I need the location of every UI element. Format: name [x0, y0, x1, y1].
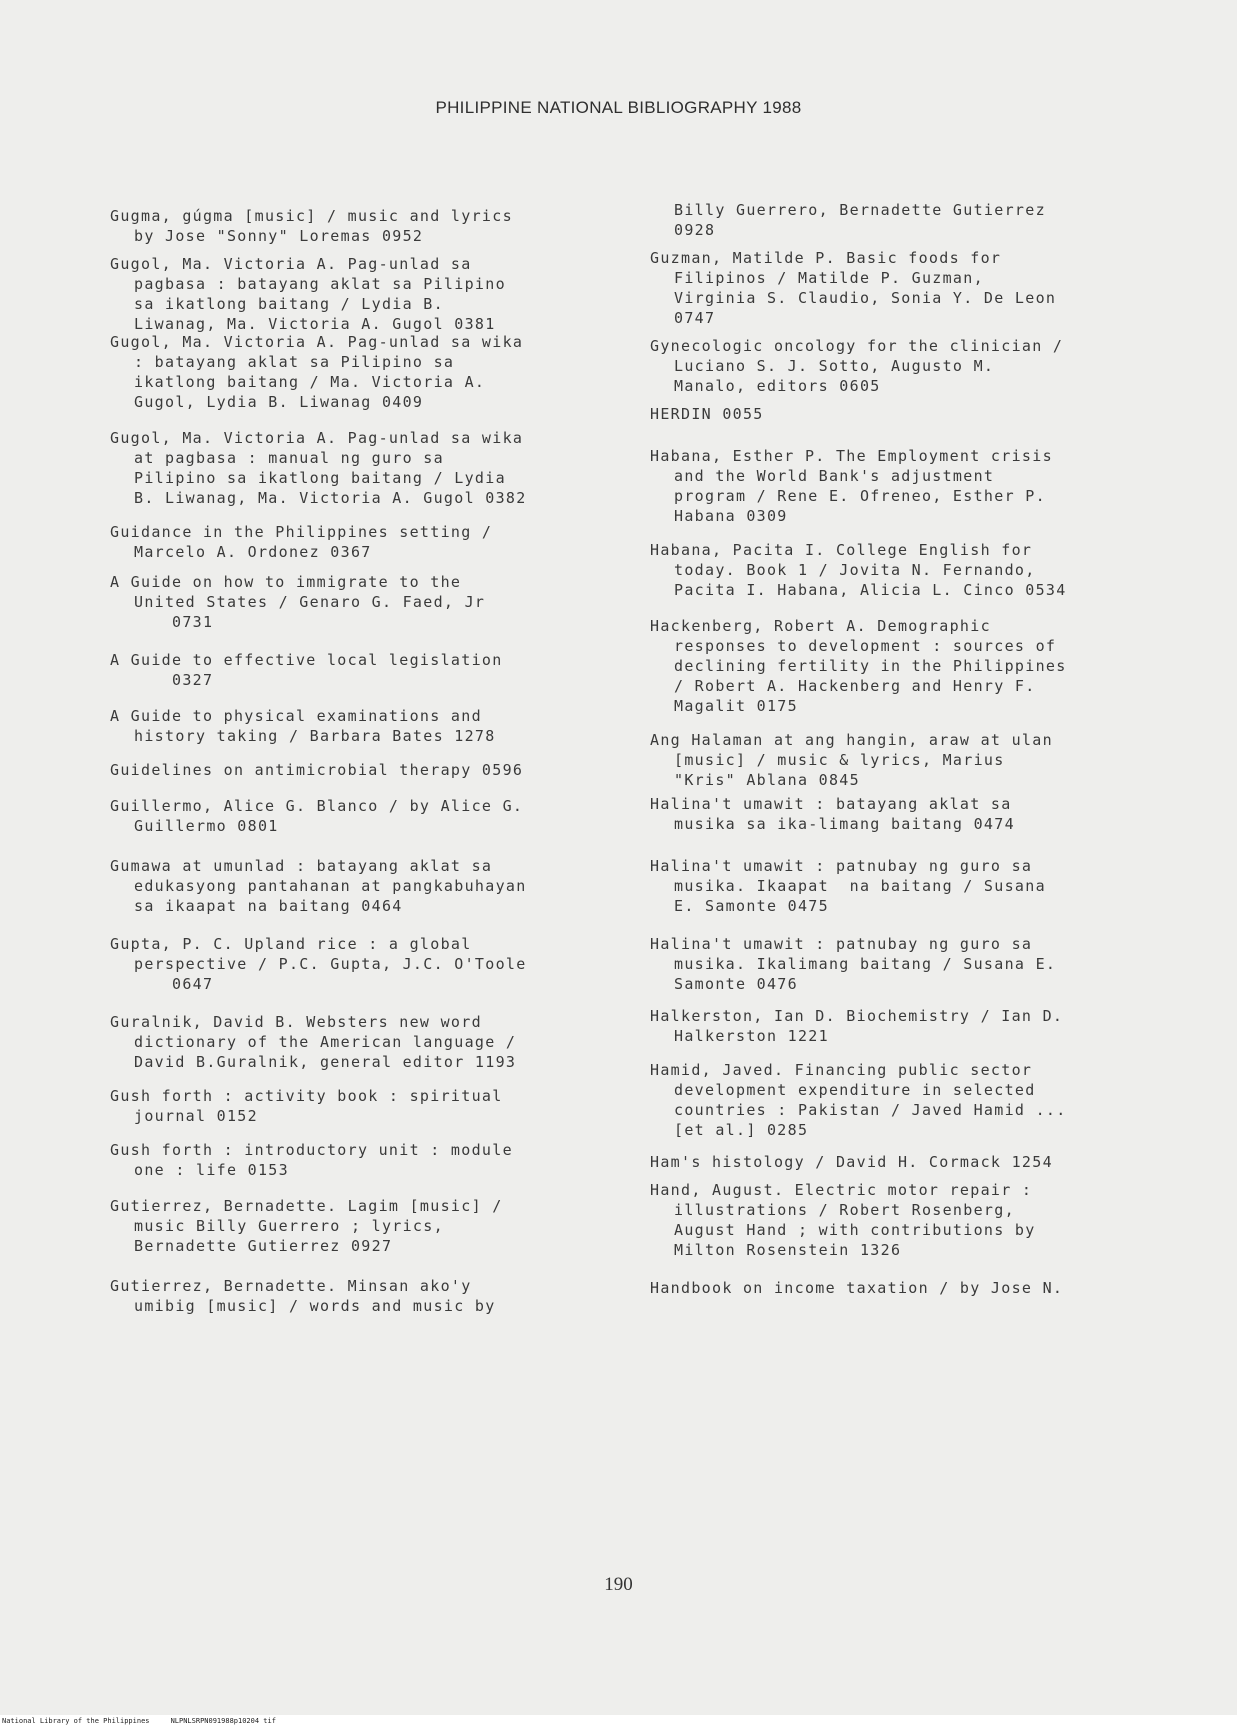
bibliography-entry [650, 1006, 1150, 1046]
entry-line: Habana 0309 [674, 507, 788, 525]
bibliography-entry [110, 206, 630, 246]
entry-line: Guidelines on antimicrobial therapy 0596 [110, 761, 524, 779]
bibliography-entry [650, 200, 1150, 240]
entry-line: Hand, August. Electric motor repair : [650, 1181, 1033, 1199]
entry-line: Ham's histology / David H. Cormack 1254 [650, 1153, 1053, 1171]
entry-line: Guzman, Matilde P. Basic foods for [650, 249, 1002, 267]
entry-line: Guralnik, David B. Websters new word [110, 1013, 482, 1031]
entry-line: Luciano S. J. Sotto, Augusto M. [674, 357, 995, 375]
entry-line: Halina't umawit : patnubay ng guro sa [650, 857, 1033, 875]
entry-line: Handbook on income taxation / by Jose N. [650, 1279, 1064, 1297]
entry-line: Gugol, Lydia B. Liwanag 0409 [134, 393, 424, 411]
bibliography-entry [110, 572, 630, 632]
entry-line: Marcelo A. Ordonez 0367 [134, 543, 372, 561]
entry-line: August Hand ; with contributions by [674, 1221, 1036, 1239]
entry-line: Bernadette Gutierrez 0927 [134, 1237, 393, 1255]
bibliography-entry [110, 934, 630, 994]
bibliography-entry [110, 522, 630, 562]
entry-line: Gugol, Ma. Victoria A. Pag-unlad sa wika [110, 429, 524, 447]
bibliography-entry [650, 540, 1150, 600]
entry-line: Filipinos / Matilde P. Guzman, [674, 269, 984, 287]
bibliography-entry [650, 1278, 1150, 1298]
entry-line: musika. Ikaapat na baitang / Susana [674, 877, 1046, 895]
entry-line: Pilipino sa ikatlong baitang / Lydia [134, 469, 506, 487]
entry-line: one : life 0153 [134, 1161, 289, 1179]
entry-line: Gugol, Ma. Victoria A. Pag-unlad sa [110, 255, 472, 273]
bibliography-entry [650, 446, 1150, 526]
entry-line: A Guide to effective local legislation [110, 651, 503, 669]
entry-line: A Guide on how to immigrate to the [110, 573, 462, 591]
entry-line: dictionary of the American language / [134, 1033, 517, 1051]
bibliography-entry [650, 794, 1150, 834]
entry-line: Gupta, P. C. Upland rice : a global [110, 935, 472, 953]
entry-line: edukasyong pantahanan at pangkabuhayan [134, 877, 527, 895]
entry-line: 0327 [172, 671, 214, 689]
bibliography-entry [110, 1140, 630, 1180]
entry-line: musika sa ika-limang baitang 0474 [674, 815, 1015, 833]
bibliography-entry [110, 1012, 630, 1072]
bibliography-entry [110, 856, 630, 916]
entry-line: pagbasa : batayang aklat sa Pilipino [134, 275, 506, 293]
entry-line: 0731 [172, 613, 214, 631]
entry-line: "Kris" Ablana 0845 [674, 771, 860, 789]
entry-line: Halina't umawit : patnubay ng guro sa [650, 935, 1033, 953]
entry-line: program / Rene E. Ofreneo, Esther P. [674, 487, 1046, 505]
entry-line: Gush forth : activity book : spiritual [110, 1087, 503, 1105]
entry-line: [et al.] 0285 [674, 1121, 809, 1139]
entry-line: Halkerston 1221 [674, 1027, 829, 1045]
entry-line: Gumawa at umunlad : batayang aklat sa [110, 857, 493, 875]
entry-line: Gutierrez, Bernadette. Minsan ako'y [110, 1277, 472, 1295]
bibliography-entry [110, 254, 630, 334]
entry-line: umibig [music] / words and music by [134, 1297, 496, 1315]
bibliography-entry [110, 1086, 630, 1126]
entry-line: music Billy Guerrero ; lyrics, [134, 1217, 444, 1235]
entry-line: Liwanag, Ma. Victoria A. Gugol 0381 [134, 315, 496, 333]
entry-line: Halina't umawit : batayang aklat sa [650, 795, 1012, 813]
entry-line: sa ikatlong baitang / Lydia B. [134, 295, 444, 313]
scan-footer [0, 1715, 1237, 1727]
entry-line: Gugol, Ma. Victoria A. Pag-unlad sa wika [110, 333, 524, 351]
bibliography-entry [110, 1196, 630, 1256]
entry-line: David B.Guralnik, general editor 1193 [134, 1053, 517, 1071]
entry-line: HERDIN 0055 [650, 405, 764, 423]
bibliography-entry [110, 650, 630, 690]
entry-line: sa ikaapat na baitang 0464 [134, 897, 403, 915]
bibliography-entry [110, 706, 630, 746]
bibliography-entry [650, 1180, 1150, 1260]
entry-line: ikatlong baitang / Ma. Victoria A. [134, 373, 486, 391]
entry-line: : batayang aklat sa Pilipino sa [134, 353, 455, 371]
entry-line: perspective / P.C. Gupta, J.C. O'Toole [134, 955, 527, 973]
scan-footer-text: National Library of the Philippines NLPNLSRPN091988p10204 tif [2, 1717, 276, 1725]
bibliography-entry [650, 934, 1150, 994]
entry-line: Ang Halaman at ang hangin, araw at ulan [650, 731, 1053, 749]
entry-line: declining fertility in the Philippines [674, 657, 1067, 675]
entry-line: Gynecologic oncology for the clinician / [650, 337, 1064, 355]
entry-line: 0928 [674, 221, 716, 239]
entry-line: A Guide to physical examinations and [110, 707, 482, 725]
entry-line: musika. Ikalimang baitang / Susana E. [674, 955, 1057, 973]
entry-line: Manalo, editors 0605 [674, 377, 881, 395]
bibliography-entry [650, 856, 1150, 916]
entry-line: illustrations / Robert Rosenberg, [674, 1201, 1015, 1219]
entry-line: history taking / Barbara Bates 1278 [134, 727, 496, 745]
bibliography-entry [110, 796, 630, 836]
entry-line: / Robert A. Hackenberg and Henry F. [674, 677, 1036, 695]
bibliography-entry [650, 730, 1150, 790]
page-number: 190 [604, 1574, 633, 1595]
entry-line: Guidance in the Philippines setting / [110, 523, 493, 541]
entry-line: Billy Guerrero, Bernadette Gutierrez [674, 201, 1046, 219]
entry-line: Habana, Pacita I. College English for [650, 541, 1033, 559]
entry-line: Gugma, gúgma [music] / music and lyrics [110, 207, 513, 225]
entry-line: Hackenberg, Robert A. Demographic [650, 617, 991, 635]
entry-line: Habana, Esther P. The Employment crisis [650, 447, 1053, 465]
entry-line: Guillermo 0801 [134, 817, 279, 835]
entry-line: today. Book 1 / Jovita N. Fernando, [674, 561, 1036, 579]
bibliography-entry [110, 428, 630, 508]
entry-line: Milton Rosenstein 1326 [674, 1241, 902, 1259]
entry-line: [music] / music & lyrics, Marius [674, 751, 1005, 769]
entry-line: and the World Bank's adjustment [674, 467, 995, 485]
entry-line: development expenditure in selected [674, 1081, 1036, 1099]
entry-line: Guillermo, Alice G. Blanco / by Alice G. [110, 797, 524, 815]
entry-line: Pacita I. Habana, Alicia L. Cinco 0534 [674, 581, 1067, 599]
entry-line: Magalit 0175 [674, 697, 798, 715]
entry-line: Samonte 0476 [674, 975, 798, 993]
bibliography-entry [110, 1276, 630, 1316]
bibliography-entry [650, 248, 1150, 328]
entry-line: journal 0152 [134, 1107, 258, 1125]
bibliography-entry [650, 336, 1150, 396]
entry-line: E. Samonte 0475 [674, 897, 829, 915]
entry-line: B. Liwanag, Ma. Victoria A. Gugol 0382 [134, 489, 527, 507]
bibliography-entry [650, 1060, 1150, 1140]
entry-line: 0647 [172, 975, 214, 993]
entry-line: Virginia S. Claudio, Sonia Y. De Leon [674, 289, 1057, 307]
entry-line: at pagbasa : manual ng guro sa [134, 449, 444, 467]
entry-line: by Jose "Sonny" Loremas 0952 [134, 227, 424, 245]
page-header: PHILIPPINE NATIONAL BIBLIOGRAPHY 1988 [435, 98, 802, 117]
bibliography-entry [650, 404, 1150, 424]
entry-line: United States / Genaro G. Faed, Jr [134, 593, 486, 611]
entry-line: 0747 [674, 309, 716, 327]
entry-line: countries : Pakistan / Javed Hamid ... [674, 1101, 1067, 1119]
entry-line: Halkerston, Ian D. Biochemistry / Ian D. [650, 1007, 1064, 1025]
entry-line: Hamid, Javed. Financing public sector [650, 1061, 1033, 1079]
bibliography-entry [110, 760, 630, 780]
entry-line: Gush forth : introductory unit : module [110, 1141, 513, 1159]
entry-line: Gutierrez, Bernadette. Lagim [music] / [110, 1197, 503, 1215]
bibliography-entry [650, 616, 1150, 716]
bibliography-entry [650, 1152, 1150, 1172]
bibliography-entry [110, 332, 630, 412]
entry-line: responses to development : sources of [674, 637, 1057, 655]
